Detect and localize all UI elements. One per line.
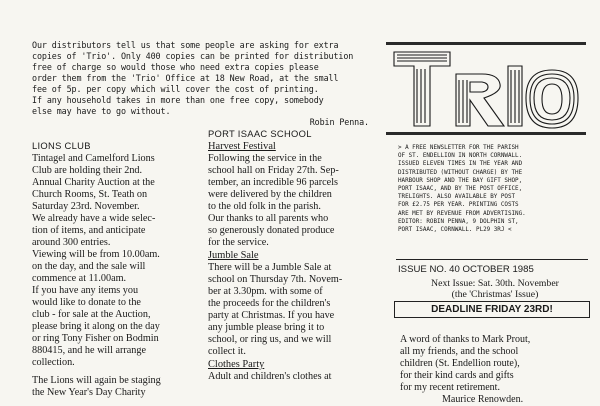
thanks-signature: Maurice Renowden. [442,394,524,405]
article-line: for the service. [208,237,269,248]
intro-line: fee of 5p. per copy which will cover the cost of printing. [32,84,319,94]
intro-signature: Robin Penna. [309,117,369,127]
article-line: club - for sale at the Auction, [32,309,151,320]
article-line: Saturday 23rd. November. [32,201,140,212]
article-line: would like to donate to the [32,297,141,308]
next-issue-name: (the 'Christmas' Issue) [451,289,539,300]
trio-masthead [386,34,586,138]
blurb-line: PORT ISAAC, CORNWALL. PL29 3RJ < [398,227,512,234]
newsletter-description [398,144,590,234]
article-line: tember, an incredible 96 parcels [208,177,338,188]
article-line: the New Year's Day Charity [32,387,146,398]
thanks-line: all my friends, and the school [400,346,519,357]
next-issue-info [400,278,590,300]
masthead-title [386,34,387,35]
article-line: party at Christmas. If you have [208,310,335,321]
intro-notice [32,40,377,128]
article-line: ber at 3.30pm. with some of [208,286,323,297]
logo-letter-t [394,52,450,126]
blurb-line: TRELIGHTS. ALSO AVAILABLE BY POST [398,194,516,201]
issue-number: ISSUE NO. 40 OCTOBER 1985 [398,264,534,275]
blurb-line: EDITOR: ROBIN PENNA, 9 DOLPHIN ST, [398,218,519,225]
intro-line: If any household takes in more than one free copy, somebody [32,95,324,105]
article-line: There will be a Jumble Sale at [208,262,332,273]
article-line: Annual Charity Auction at the [32,177,155,188]
article-line: school on Thursday 7th. Novem- [208,274,343,285]
lions-club-heading: LIONS CLUB [32,140,91,151]
intro-line: else may have to go without. [32,106,171,116]
blurb-line: FOR £2.75 PER YEAR. PRINTING COSTS [398,202,519,209]
article-line: Our thanks to all parents who [208,213,329,224]
blurb-line: DISTRIBUTED (WITHOUT CHARGE) BY THE [398,169,523,176]
article-line: or ring Tony Fisher on Bodmin [32,333,159,344]
intro-line: copies of 'Trio'. Only 400 copies can be printed for distribution [32,51,354,61]
thanks-line: for my recent retirement. [400,382,500,393]
article-line: collect it. [208,346,246,357]
blurb-line: HARBOUR SHOP AND THE BAY GIFT SHOP, [398,177,523,184]
blurb-line: ISSUED ELEVEN TIMES IN THE YEAR AND [398,161,523,168]
article-line: around 300 entries. [32,237,111,248]
article-line: Adult and children's clothes at [208,371,332,382]
article-line: to the old folk in the parish. [208,201,321,212]
article-line: so generously donated produce [208,225,335,236]
article-line: Church Rooms, St. Teath on [32,189,148,200]
harvest-festival-subheading: Harvest Festival [208,141,276,152]
article-line: commence at 11.00am. [32,273,127,284]
blurb-line: PORT ISAAC, AND BY THE POST OFFICE, [398,186,523,193]
article-line: Viewing will be from 10.00am. [32,249,160,260]
article-line: We already have a wide selec- [32,213,156,224]
jumble-sale-subheading: Jumble Sale [208,250,259,261]
thanks-line: for their kind cards and gifts [400,370,514,381]
clothes-party-subheading: Clothes Party [208,359,265,370]
trio-logo [390,46,582,130]
next-issue-date: Next Issue: Sat. 30th. November [431,278,559,289]
blurb-line: > A FREE NEWSLETTER FOR THE PARISH [398,145,519,151]
article-line: were delivered by the children [208,189,332,200]
school-heading: PORT ISAAC SCHOOL [208,128,312,139]
article-line: 880415, and he will arrange [32,345,147,356]
article-line: on the day, and the sale will [32,261,146,272]
article-line: The Lions will again be staging [32,375,161,386]
article-line: school hall on Friday 27th. Sep- [208,165,339,176]
masthead-bottom-bar [386,132,586,135]
article-line: Tintagel and Camelford Lions [32,153,155,164]
intro-line: Our distributors tell us that some people are asking for extra [32,40,339,50]
masthead-top-bar [386,42,586,45]
article-line: Following the service in the [208,153,322,164]
blurb-line: OF ST. ENDELLION IN NORTH CORNWALL. [398,153,523,160]
article-line: collection. [32,357,75,368]
thanks-line: children (St. Endellion route), [400,358,520,369]
article-line: school, or ring us, and we will [208,334,332,345]
thanks-line: A word of thanks to Mark Prout, [400,334,531,345]
issue-divider [396,259,588,260]
article-line: Club are holding their 2nd. [32,165,143,176]
article-line: any jumble please bring it to [208,322,325,333]
article-line: If you have any items you [32,285,139,296]
port-isaac-school-article [208,128,383,383]
article-line: please bring it along on the day [32,321,160,332]
lions-club-article [32,140,161,399]
article-line: tion of items, and anticipate [32,225,146,236]
blurb-line: ARE MET BY REVENUE FROM ADVERTISING. [398,210,526,217]
intro-line: free of charge so would those who need extra copies please [32,62,319,72]
thanks-note [400,334,590,406]
article-line: the proceeds for the children's [208,298,331,309]
deadline-box: DEADLINE FRIDAY 23RD! [394,301,590,318]
intro-line: order them from the 'Trio' Office at 18 New Road, at the small [32,73,339,83]
